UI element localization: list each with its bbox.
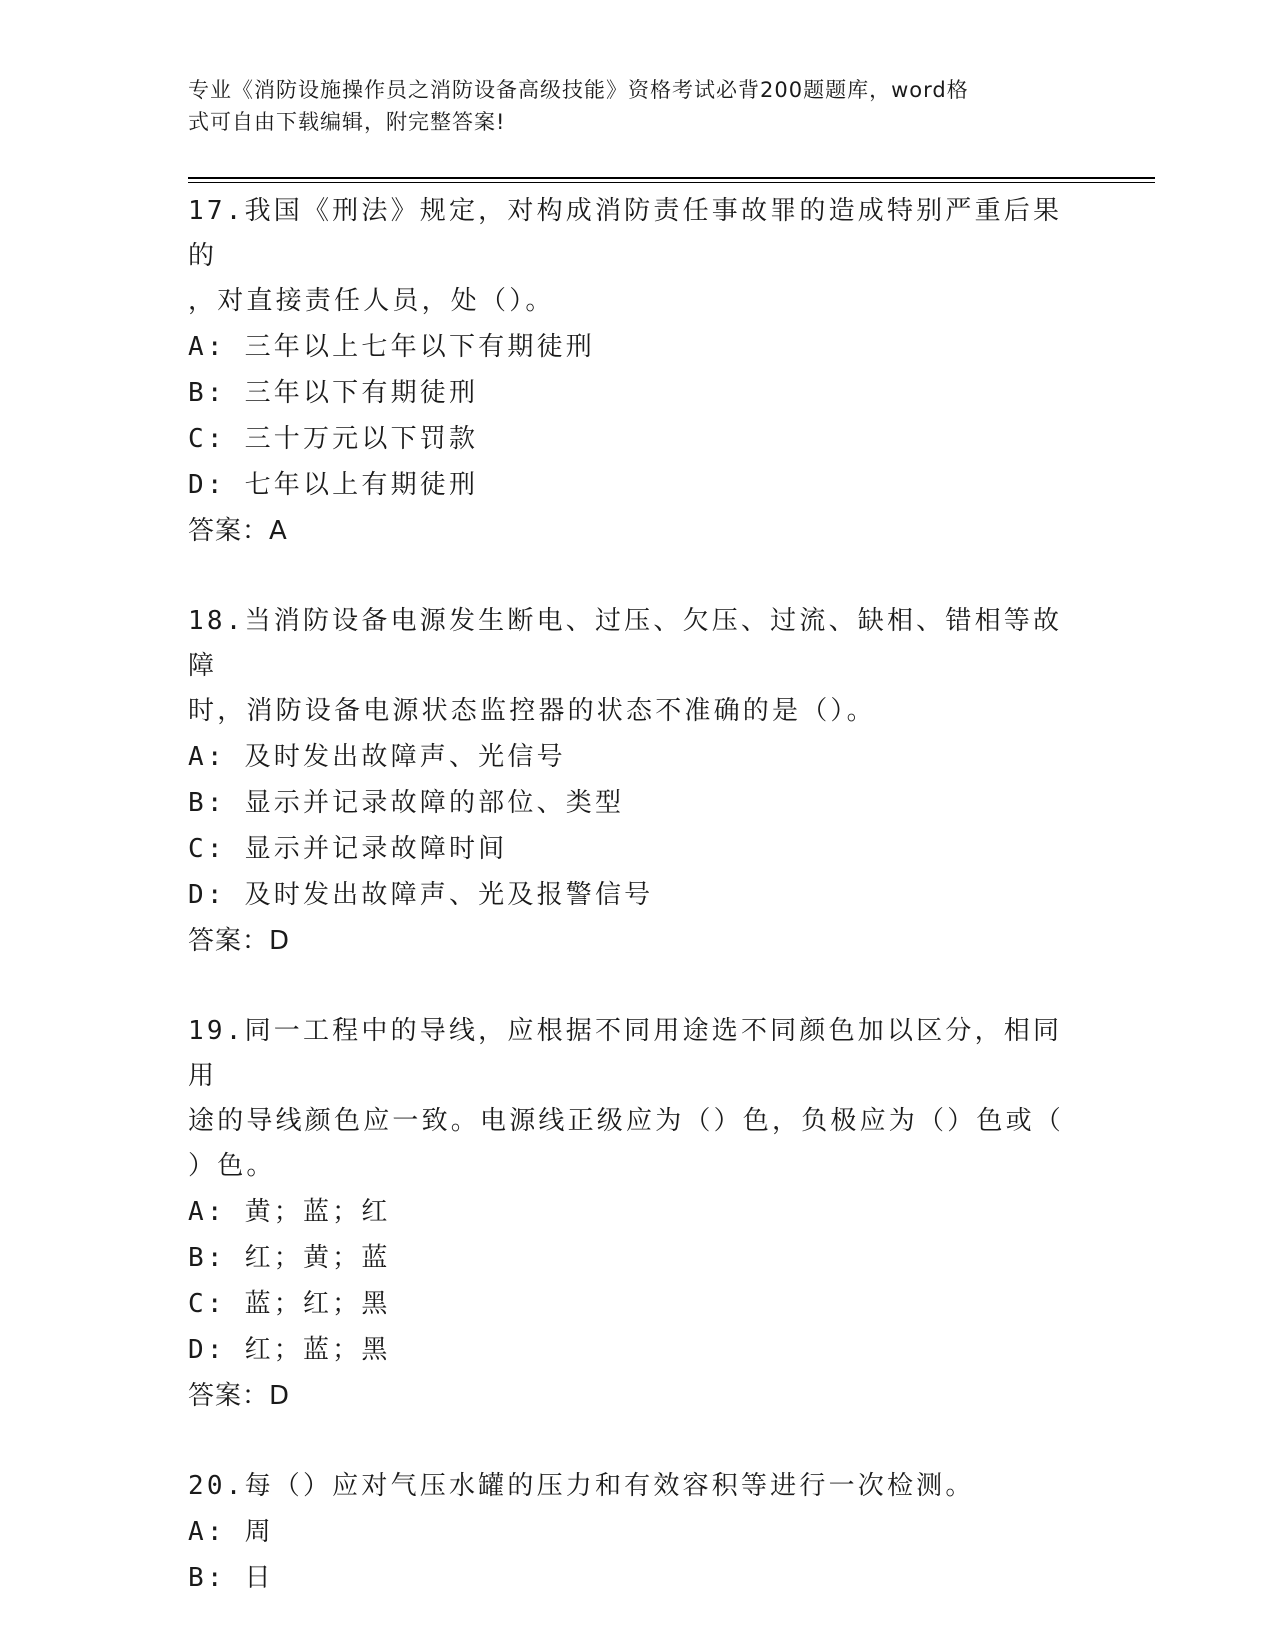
option-key: C: [188, 1289, 207, 1319]
question-list: [188, 189, 1088, 1646]
option-d: D: 七年以上有期徒刑: [188, 470, 479, 500]
option-key: D: [188, 1335, 207, 1365]
option-d: D: 及时发出故障声、光及报警信号: [188, 880, 654, 910]
option-text: 日: [244, 1563, 274, 1593]
option-key: B: [188, 1243, 207, 1273]
question-text-line-1: 当消防设备电源发生断电、过压、欠压、过流、缺相、错相等故障: [188, 606, 1063, 681]
question-number: 17.: [188, 196, 245, 226]
question-text: [188, 189, 1068, 279]
option-key: B: [188, 378, 207, 408]
option-a: A: 三年以上七年以下有期徒刑: [188, 332, 595, 362]
question-text-line-1: 我国《刑法》规定，对构成消防责任事故罪的造成特别严重后果的: [188, 196, 1063, 271]
option-text: 显示并记录故障的部位、类型: [244, 788, 625, 818]
option-text: 三年以上七年以下有期徒刑: [244, 332, 595, 362]
answer: 答案：D: [188, 926, 291, 956]
question-text: [188, 1464, 1068, 1509]
option-text: 显示并记录故障时间: [244, 834, 508, 864]
option-b: B: 显示并记录故障的部位、类型: [188, 788, 625, 818]
question-20: [188, 1464, 1088, 1601]
question-number: 20.: [188, 1471, 245, 1501]
option-text: 三十万元以下罚款: [244, 424, 479, 454]
option-text: 蓝；红；黑: [244, 1289, 391, 1319]
option-b: B: 日: [188, 1563, 274, 1593]
option-key: A: [188, 1197, 207, 1227]
document-header: [188, 74, 1068, 138]
option-text: 七年以上有期徒刑: [244, 470, 479, 500]
option-key: C: [188, 834, 207, 864]
option-key: A: [188, 332, 207, 362]
answer: 答案：D: [188, 1381, 291, 1411]
option-text: 红；黄；蓝: [244, 1243, 391, 1273]
option-d: D: 红；蓝；黑: [188, 1335, 391, 1365]
answer: 答案：A: [188, 516, 288, 546]
option-text: 周: [244, 1517, 274, 1547]
option-b: B: 三年以下有期徒刑: [188, 378, 479, 408]
option-key: D: [188, 470, 207, 500]
question-text-line-2: ，对直接责任人员，处（）。: [188, 286, 555, 316]
question-text: [188, 1009, 1068, 1099]
question-number: 19.: [188, 1016, 245, 1046]
option-b: B: 红；黄；蓝: [188, 1243, 391, 1273]
question-text-line-2: 途的导线颜色应一致。电源线正级应为（）色，负极应为（）色或（: [188, 1106, 1065, 1136]
header-line-1: 专业《消防设施操作员之消防设备高级技能》资格考试必背200题题库，word格: [188, 78, 969, 102]
option-c: C: 蓝；红；黑: [188, 1289, 391, 1319]
option-text: 及时发出故障声、光信号: [244, 742, 566, 772]
header-divider-thin: [188, 182, 1155, 183]
question-text-line-2: 时，消防设备电源状态监控器的状态不准确的是（）。: [188, 696, 876, 726]
option-key: B: [188, 788, 207, 818]
option-c: C: 显示并记录故障时间: [188, 834, 508, 864]
option-key: A: [188, 1517, 207, 1547]
option-key: A: [188, 742, 207, 772]
question-text-line-3: ）色。: [188, 1151, 276, 1181]
option-text: 红；蓝；黑: [244, 1335, 391, 1365]
option-key: D: [188, 880, 207, 910]
option-c: C: 三十万元以下罚款: [188, 424, 479, 454]
question-19: [188, 1009, 1088, 1419]
option-key: B: [188, 1563, 207, 1593]
option-a: A: 及时发出故障声、光信号: [188, 742, 566, 772]
question-17: [188, 189, 1088, 554]
option-text: 三年以下有期徒刑: [244, 378, 479, 408]
option-a: A: 黄；蓝；红: [188, 1197, 391, 1227]
option-key: C: [188, 424, 207, 454]
question-number: 18.: [188, 606, 245, 636]
question-18: [188, 599, 1088, 964]
option-a: A: 周: [188, 1517, 274, 1547]
question-text-line-1: 每（）应对气压水罐的压力和有效容积等进行一次检测。: [244, 1471, 975, 1501]
question-text-line-1: 同一工程中的导线，应根据不同用途选不同颜色加以区分，相同用: [188, 1016, 1063, 1091]
header-line-2: 式可自由下载编辑，附完整答案!: [188, 110, 506, 134]
question-text: [188, 599, 1068, 689]
option-text: 黄；蓝；红: [244, 1197, 391, 1227]
header-divider-thick: [188, 177, 1155, 179]
option-text: 及时发出故障声、光及报警信号: [244, 880, 654, 910]
